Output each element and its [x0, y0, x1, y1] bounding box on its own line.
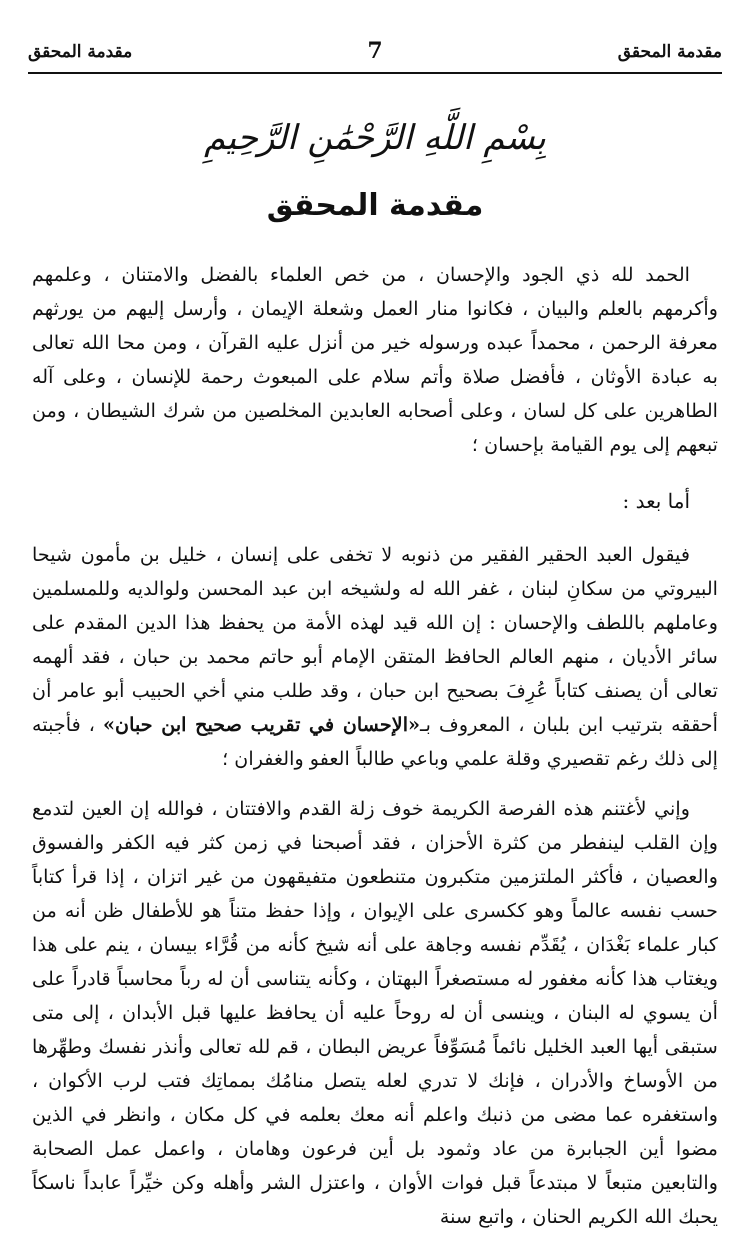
paragraph-author-intro	[32, 538, 718, 776]
author-intro-text: فيقول العبد الحقير الفقير من ذنوبه لا تخفى على إنسان ، خليل بن مأمون شيحا البيروتي من سكانِ لبنان ، غفر الله له ولشيخه ابن عبد المحسن ولوالديه وللمسلمين وعاملهم باللطف والإحسان : إن الله قيد لهذه الأمة من يحفظ هذا الدين المقدم على سائر الأديان ، منهم العالم الحافظ المتقن الإمام أبو حاتم محمد بن حبان ، فقد ألهمه تعالى أن يصنف كتاباً عُرِفَ بصحيح ابن حبان ، وقد طلب مني أخي الحبيب أبو عامر أن أحققه بترتيب ابن بلبان ، المعروف بـ	[32, 543, 718, 736]
paragraph-praise: الحمد لله ذي الجود والإحسان ، من خص العلماء بالفضل والامتنان ، وعلمهم وأكرمهم بالعلم والبيان ، فكانوا منار العمل وشعلة الإيمان ، وأرسل إليهم من يورثهم معرفة الرحمن ، محمداً عبده ورسوله خير من أنزل عليه القرآن ، ومن محا الله تعالى به عبادة الأوثان ، فأفضل صلاة وأتم سلام على المبعوث رحمة للإنسان ، وعلى آله الطاهرين على كل لسان ، وعلى أصحابه العابدين المخلصين من شرك الشيطان ، ومن تبعهم إلى يوم القيامة بإحسان ؛	[32, 263, 718, 456]
running-title-left: مقدمة المحقق	[28, 42, 133, 62]
running-title-right: مقدمة المحقق	[617, 42, 722, 62]
page-number: 7	[367, 38, 383, 64]
paragraph-amma-bad: أما بعد :	[622, 489, 690, 513]
header-divider	[28, 72, 722, 74]
basmala-calligraphy: بِسْمِ اللَّهِ الرَّحْمَٰنِ الرَّحِيمِ	[204, 118, 546, 158]
author-intro-closing: ، فأجبته إلى ذلك رغم تقصيري وقلة علمي وباعي طالباً العفو والغفران ؛	[32, 713, 718, 770]
document-body	[32, 258, 718, 1256]
page-header	[28, 38, 722, 72]
paragraph-admonition: وإني لأغتنم هذه الفرصة الكريمة خوف زلة القدم والافتتان ، فوالله إن العين لتدمع وإن القلب لينفطر من كثرة الأحزان ، فقد أصبحنا في زمن كثر فيه الكفر والفسوق والعصيان ، فأكثر الملتزمين متكبرون متنطعون متفيقهون من غير اتزان ، إذا قرأ كتاباً حسب نفسه عالماً وهو ككسرى على الإيوان ، وإذا حفظ متناً هو للأطفال ظن أنه من كبار علماء بَغْدَان ، يُقَدِّم نفسه وجاهة على أنه شيخ كأنه من قُرَّاء بيسان ، ينم على هذا ويغتاب هذا كأنه مغفور له مستصغراً البهتان ، وكأنه يتناسى أن له رباً محاسباً قادراً على أن يسوي له البنان ، وينسى أن له روحاً عليه أن يحافظ عليها قبل الأبدان ، إلى متى ستبقى أيها العبد الخليل نائماً مُسَوِّفاً عريض البطان ، قم لله تعالى وأنذر نفسك وطهِّرها من الأوساخ والأدران ، فإنك لا تدري لعله يتصل منامُك بمماتِك فتب لرب الأكوان ، واستغفره عما مضى من ذنبك واعلم أنه معك بعلمه في كل مكان ، وانظر في الذين مضوا أين الجبابرة من عاد وثمود بل أين فرعون وهامان ، واعمل عمل الصحابة والتابعين متبعاً لا مبتدعاً قبل فوات الأوان ، واعتزل الشر وأهله وكن خيِّراً عابداً ناسكاً يحبك الله الكريم الحنان ، واتبع سنة	[32, 797, 718, 1228]
book-title: «الإحسان في تقريب صحيح ابن حبان»	[103, 713, 421, 736]
page-title: مقدمة المحقق	[266, 188, 484, 223]
